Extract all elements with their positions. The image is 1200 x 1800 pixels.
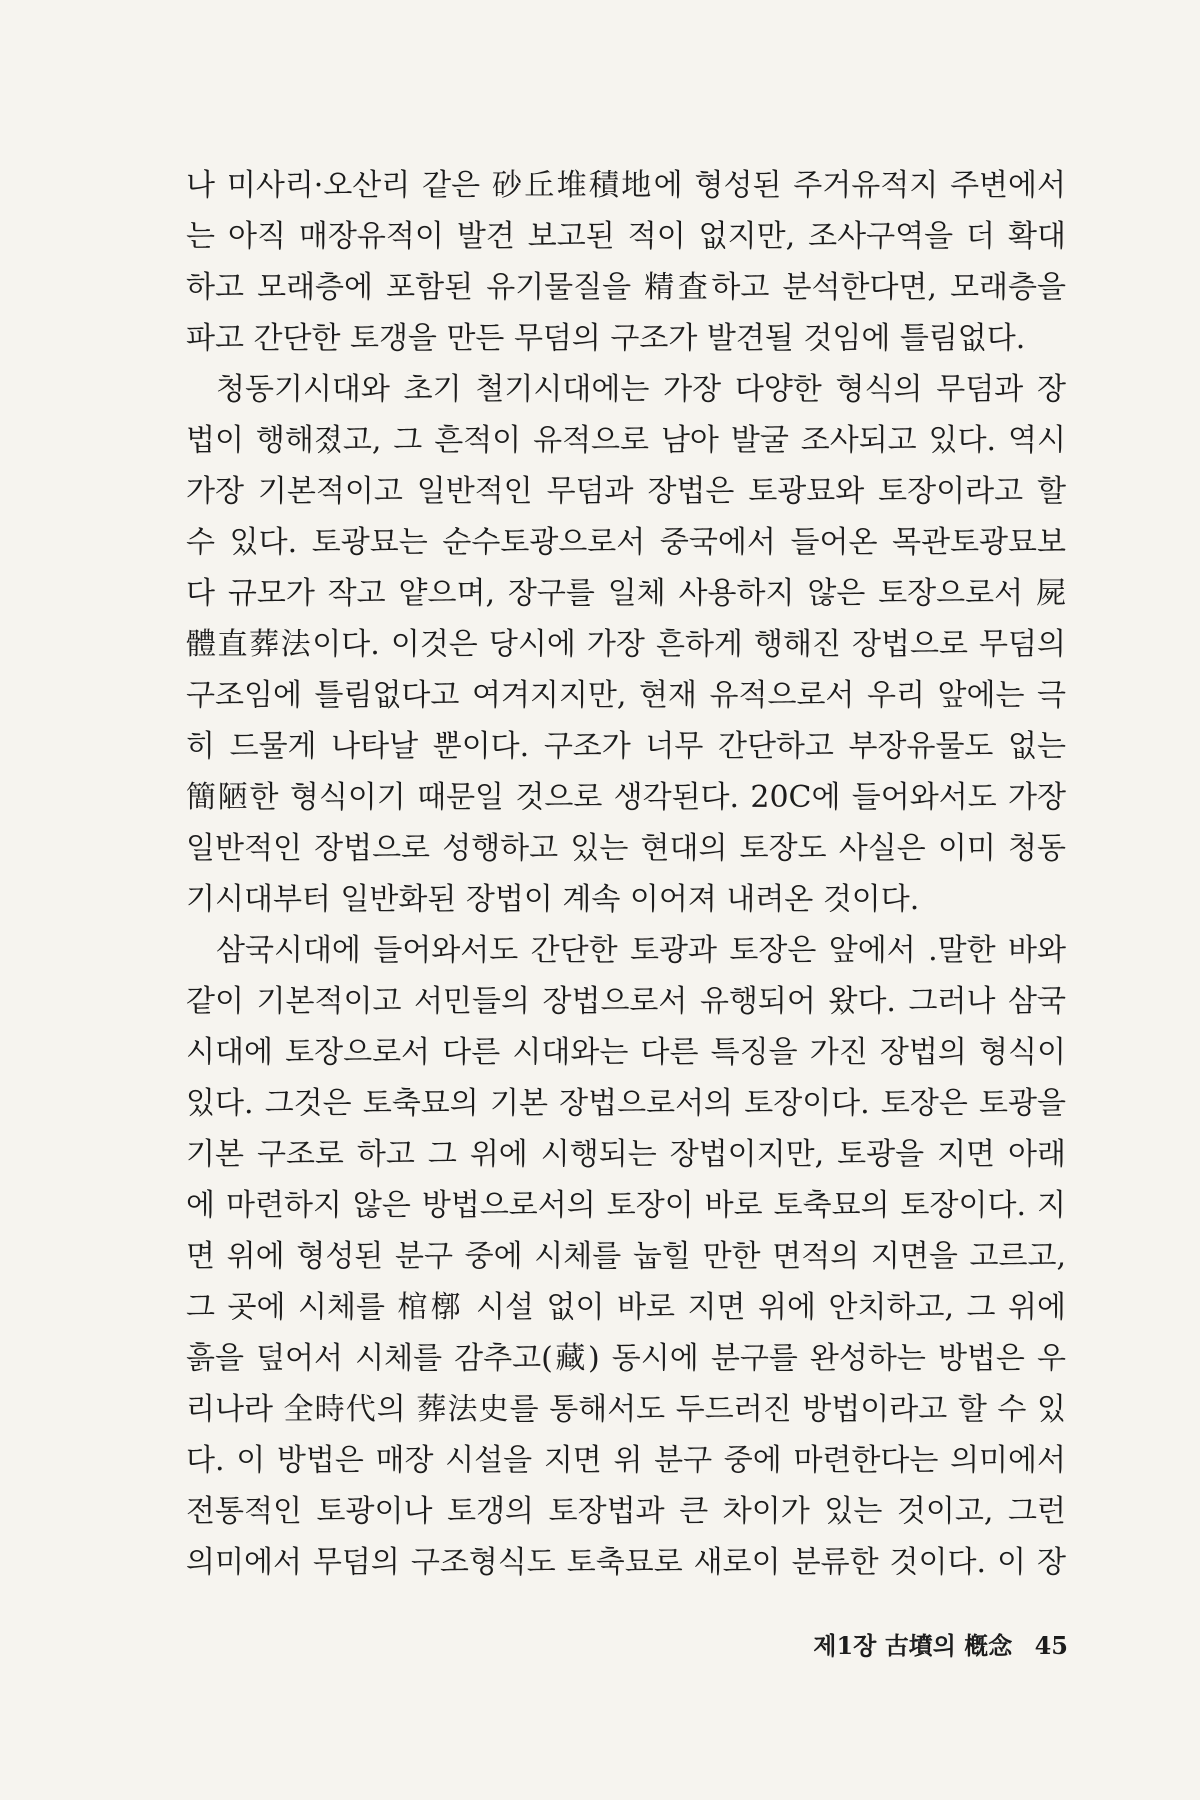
- paragraph-start-line: 삼국시대에 들어와서도 간단한 토광과 토장은 앞에서 .말한 바와: [216, 933, 1066, 968]
- text-line: 법이 행해졌고, 그 흔적이 유적으로 남아 발굴 조사되고 있다. 역시: [186, 423, 1066, 458]
- text-line: 體直葬法이다. 이것은 당시에 가장 흔하게 행해진 장법으로 무덤의: [186, 627, 1066, 662]
- text-line: 히 드물게 나타날 뿐이다. 구조가 너무 간단하고 부장유물도 없는: [186, 729, 1066, 764]
- running-chapter-title: 제1장 古墳의 槪念: [813, 1631, 1013, 1660]
- page-number: 45: [1034, 1631, 1068, 1660]
- paragraph-start-line: 청동기시대와 초기 철기시대에는 가장 다양한 형식의 무덤과 장: [216, 372, 1066, 407]
- text-line: 리나라 全時代의 葬法史를 통해서도 두드러진 방법이라고 할 수 있: [186, 1392, 1066, 1427]
- text-line: 기본 구조로 하고 그 위에 시행되는 장법이지만, 토광을 지면 아래: [186, 1137, 1066, 1172]
- text-line: 면 위에 형성된 분구 중에 시체를 눕힐 만한 면적의 지면을 고르고,: [186, 1239, 1066, 1274]
- text-line: 다 규모가 작고 얕으며, 장구를 일체 사용하지 않은 토장으로서 屍: [186, 576, 1066, 611]
- text-line: 하고 모래층에 포함된 유기물질을 精査하고 분석한다면, 모래층을: [186, 270, 1066, 305]
- text-line: 나 미사리·오산리 같은 砂丘堆積地에 형성된 주거유적지 주변에서: [186, 168, 1066, 203]
- text-line: 簡陋한 형식이기 때문일 것으로 생각된다. 20C에 들어와서도 가장: [186, 780, 1066, 815]
- text-line: 같이 기본적이고 서민들의 장법으로서 유행되어 왔다. 그러나 삼국: [186, 984, 1066, 1019]
- text-line: 구조임에 틀림없다고 여겨지지만, 현재 유적으로서 우리 앞에는 극: [186, 678, 1066, 713]
- text-line: 의미에서 무덤의 구조형식도 토축묘로 새로이 분류한 것이다. 이 장: [186, 1545, 1066, 1580]
- text-line: 흙을 덮어서 시체를 감추고(藏) 동시에 분구를 완성하는 방법은 우: [186, 1341, 1066, 1376]
- text-line: 기시대부터 일반화된 장법이 계속 이어져 내려온 것이다.: [186, 882, 920, 917]
- text-line: 일반적인 장법으로 성행하고 있는 현대의 토장도 사실은 이미 청동: [186, 831, 1066, 866]
- text-line: 가장 기본적이고 일반적인 무덤과 장법은 토광묘와 토장이라고 할: [186, 474, 1066, 509]
- text-line: 수 있다. 토광묘는 순수토광으로서 중국에서 들어온 목관토광묘보: [186, 525, 1066, 560]
- text-line: 그 곳에 시체를 棺槨 시설 없이 바로 지면 위에 안치하고, 그 위에: [186, 1290, 1066, 1325]
- text-line: 파고 간단한 토갱을 만든 무덤의 구조가 발견될 것임에 틀림없다.: [186, 321, 1026, 356]
- text-line: 에 마련하지 않은 방법으로서의 토장이 바로 토축묘의 토장이다. 지: [186, 1188, 1066, 1223]
- text-line: 다. 이 방법은 매장 시설을 지면 위 분구 중에 마련한다는 의미에서: [186, 1443, 1066, 1478]
- text-line: 시대에 토장으로서 다른 시대와는 다른 특징을 가진 장법의 형식이: [186, 1035, 1066, 1070]
- page-footer: [813, 1626, 1068, 1661]
- text-line: 있다. 그것은 토축묘의 기본 장법으로서의 토장이다. 토장은 토광을: [186, 1086, 1066, 1121]
- text-line: 는 아직 매장유적이 발견 보고된 적이 없지만, 조사구역을 더 확대: [186, 219, 1066, 254]
- text-line: 전통적인 토광이나 토갱의 토장법과 큰 차이가 있는 것이고, 그런: [186, 1494, 1066, 1529]
- body-text: [186, 160, 1066, 1588]
